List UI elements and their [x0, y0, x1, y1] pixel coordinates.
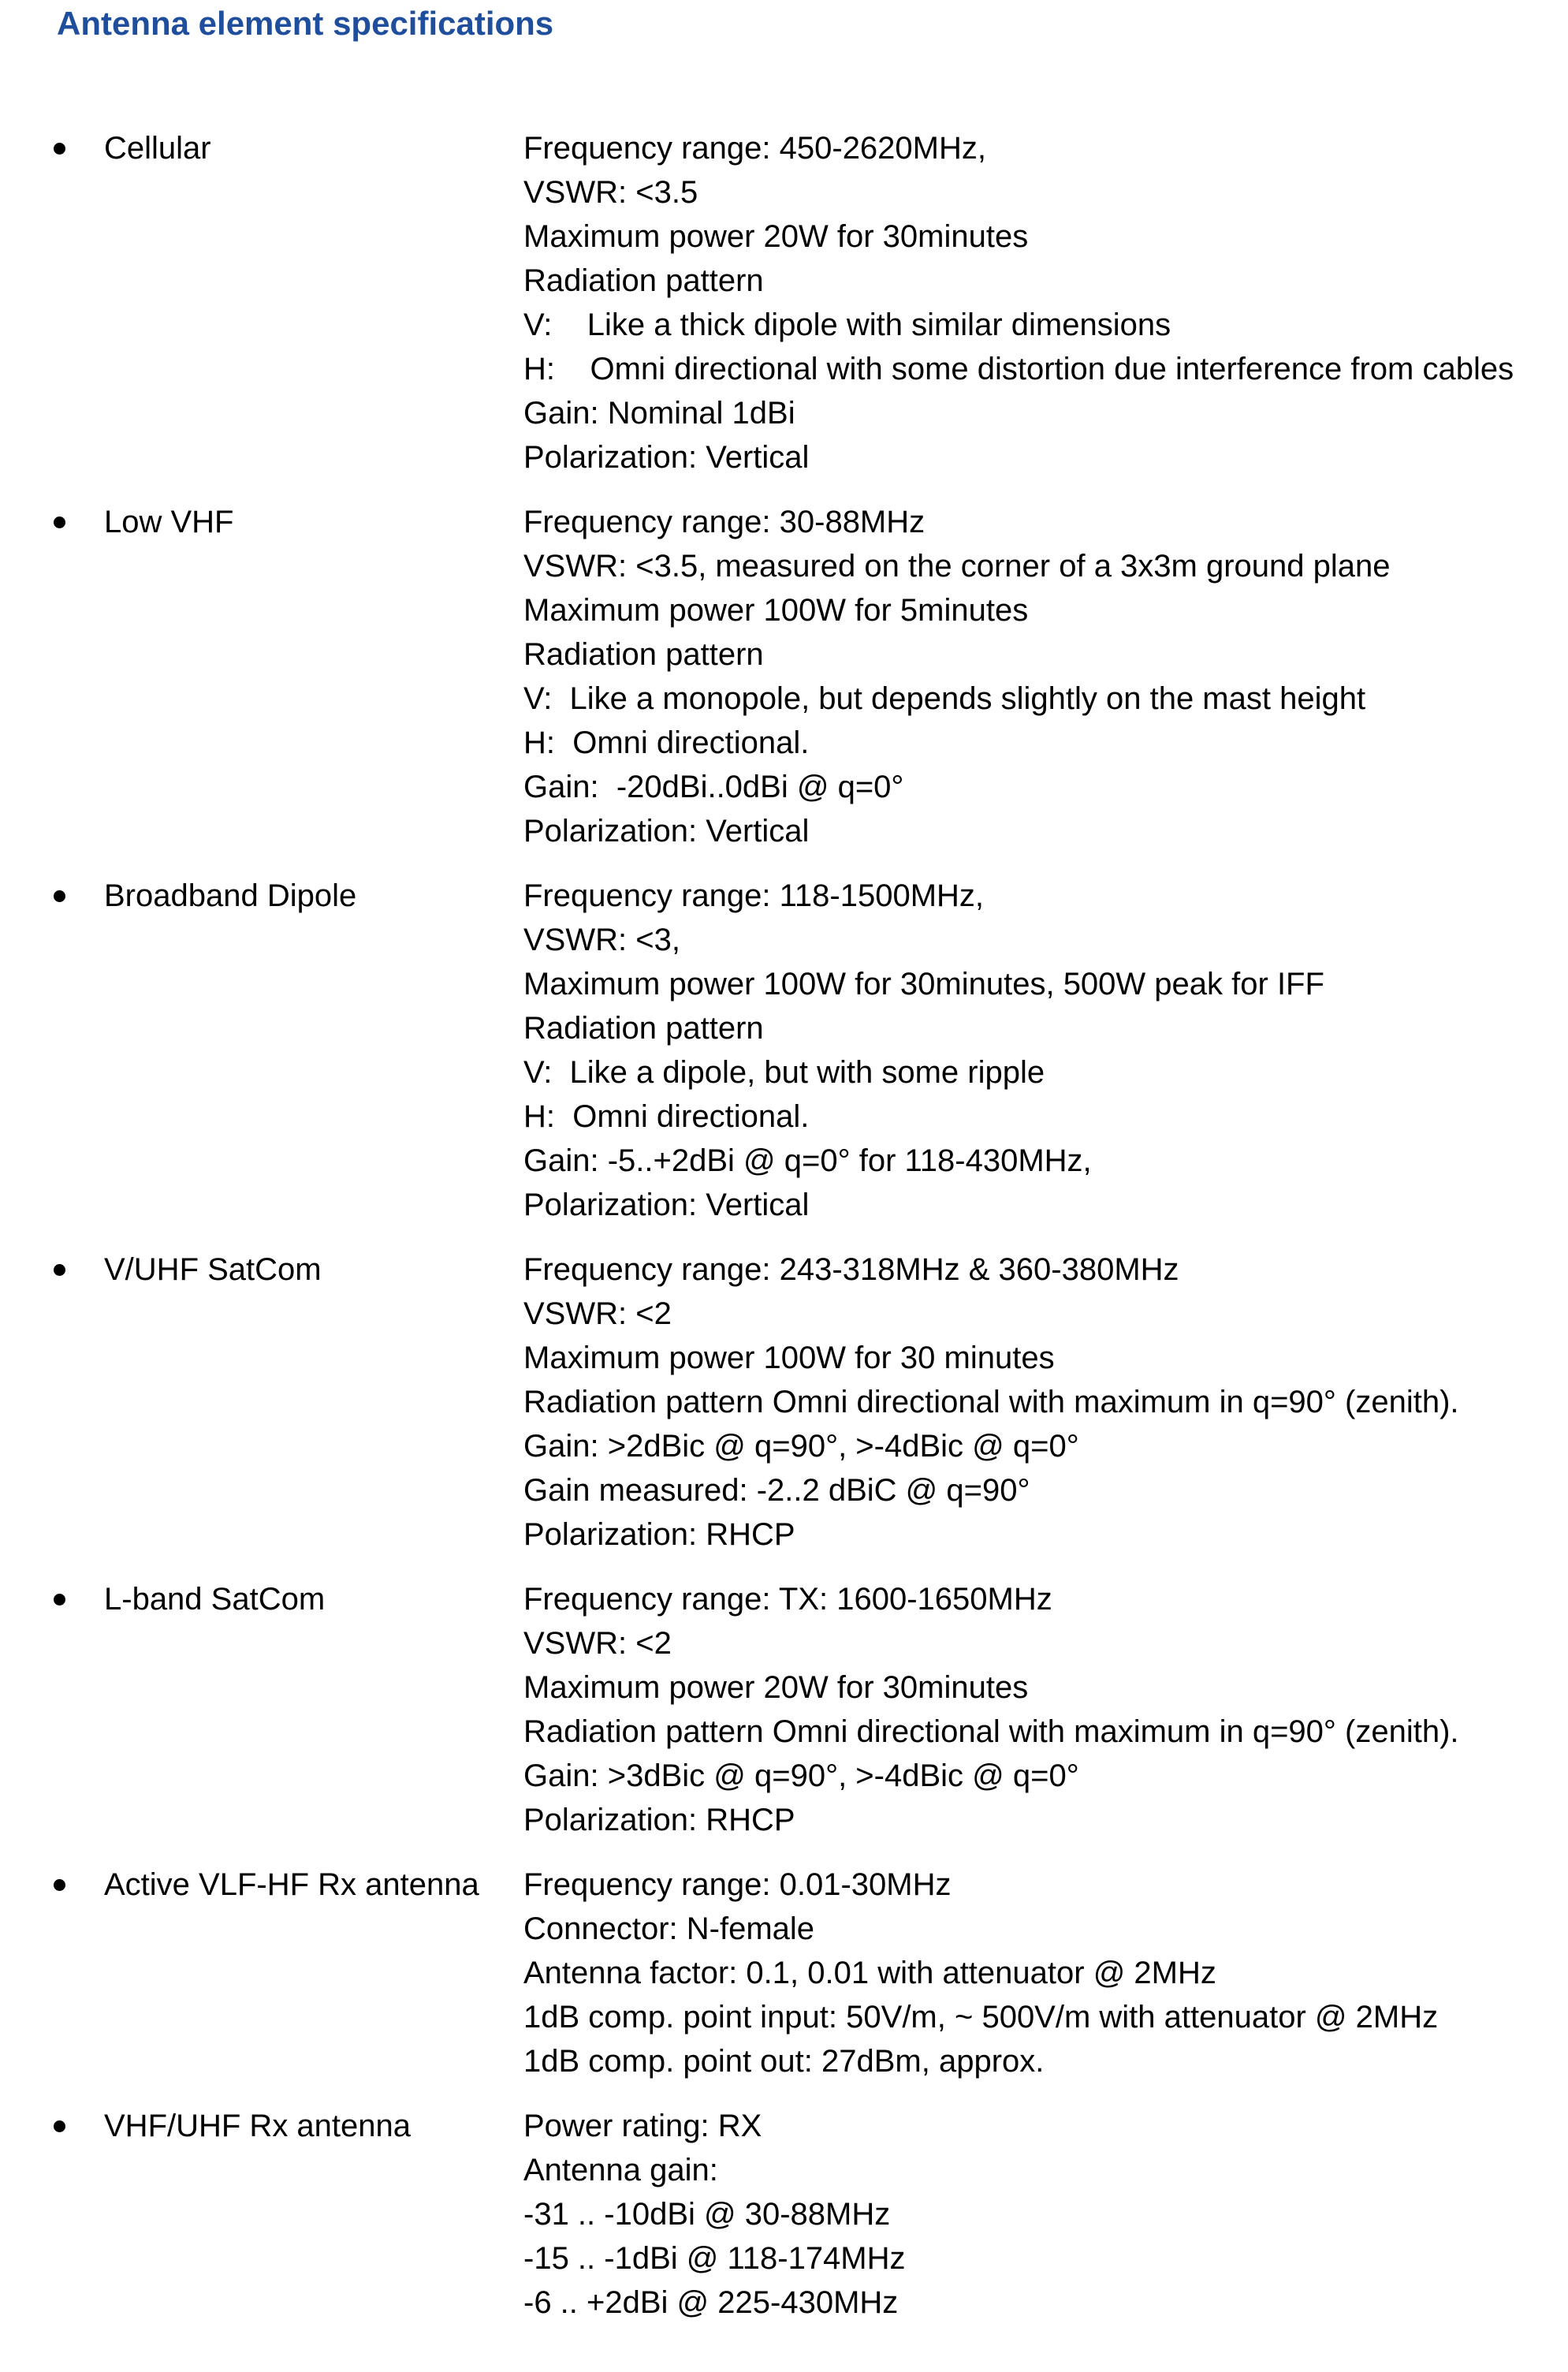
antenna-spec-list [0, 126, 1568, 2345]
spec-item-details [523, 2104, 1517, 2325]
spec-detail-line: Gain: >2dBic @ q=90°, >-4dBic @ q=0° [523, 1429, 1079, 1464]
spec-item-name: Broadband Dipole [104, 878, 357, 913]
bullet-dot-icon [54, 1594, 65, 1606]
spec-detail-line: Antenna gain: [523, 2153, 718, 2187]
spec-item-name: VHF/UHF Rx antenna [104, 2109, 412, 2143]
spec-detail-line: Frequency range: 30-88MHz [523, 505, 926, 539]
spec-detail-line: Polarization: Vertical [523, 440, 810, 475]
spec-detail-line: Polarization: Vertical [523, 814, 810, 848]
spec-item [0, 1863, 1568, 2083]
spec-detail-line: Antenna factor: 0.1, 0.01 with attenuator @ 2MHz [523, 1956, 1216, 1990]
spec-item-details [523, 1577, 1517, 1842]
spec-detail-line: VSWR: <3.5 [523, 175, 698, 210]
spec-detail-line: Gain: -5..+2dBi @ q=0° for 118-430MHz, [523, 1143, 1092, 1178]
spec-detail-line: 1dB comp. point input: 50V/m, ~ 500V/m with attenuator @ 2MHz [523, 2000, 1439, 2034]
spec-detail-line: H: Omni directional with some distortion due interference from cables [523, 352, 1514, 386]
spec-item-name: Low VHF [104, 505, 234, 539]
spec-detail-line: Gain: Nominal 1dBi [523, 396, 795, 431]
spec-detail-line: Polarization: RHCP [523, 1517, 795, 1552]
spec-item-name: Active VLF-HF Rx antenna [104, 1867, 479, 1902]
bullet-marker [0, 2104, 104, 2148]
bullet-marker [0, 1577, 104, 1621]
bullet-dot-icon [54, 890, 65, 902]
bullet-dot-icon [54, 1879, 65, 1891]
spec-detail-line: Radiation pattern Omni directional with maximum in q=90° (zenith). [523, 1385, 1459, 1419]
spec-item-name: Cellular [104, 131, 211, 166]
spec-detail-line: Maximum power 100W for 30 minutes [523, 1341, 1055, 1375]
spec-item-details [523, 1863, 1517, 2083]
spec-detail-line: 1dB comp. point out: 27dBm, approx. [523, 2044, 1045, 2079]
spec-detail-line: Polarization: Vertical [523, 1188, 810, 1222]
spec-detail-line: -31 .. -10dBi @ 30-88MHz [523, 2197, 891, 2232]
spec-item [0, 1577, 1568, 1842]
bullet-marker [0, 500, 104, 544]
spec-item-details [523, 874, 1517, 1227]
spec-detail-line: Frequency range: 0.01-30MHz [523, 1867, 952, 1902]
spec-detail-line: Radiation pattern Omni directional with maximum in q=90° (zenith). [523, 1714, 1459, 1749]
spec-detail-line: -15 .. -1dBi @ 118-174MHz [523, 2241, 906, 2276]
bullet-dot-icon [54, 517, 65, 528]
document-title: Antenna element specifications [57, 5, 554, 42]
spec-item [0, 126, 1568, 479]
spec-detail-line: V: Like a thick dipole with similar dimensions [523, 308, 1171, 342]
spec-detail-line: Gain: >3dBic @ q=90°, >-4dBic @ q=0° [523, 1758, 1079, 1793]
spec-detail-line: VSWR: <2 [523, 1296, 672, 1331]
spec-detail-line: Frequency range: 450-2620MHz, [523, 131, 986, 166]
spec-detail-line: Maximum power 20W for 30minutes [523, 219, 1029, 254]
spec-detail-line: Maximum power 100W for 5minutes [523, 593, 1029, 628]
spec-item-details [523, 1248, 1517, 1557]
spec-detail-line: H: Omni directional. [523, 1099, 810, 1134]
spec-detail-line: Radiation pattern [523, 263, 764, 298]
spec-item [0, 1248, 1568, 1557]
spec-item [0, 874, 1568, 1227]
spec-detail-line: -6 .. +2dBi @ 225-430MHz [523, 2285, 899, 2320]
bullet-dot-icon [54, 2120, 65, 2132]
spec-detail-line: Gain measured: -2..2 dBiC @ q=90° [523, 1473, 1030, 1508]
spec-detail-line: V: Like a dipole, but with some ripple [523, 1055, 1045, 1090]
spec-item-details [523, 500, 1517, 853]
spec-detail-line: Gain: -20dBi..0dBi @ q=0° [523, 770, 904, 804]
spec-detail-line: V: Like a monopole, but depends slightly on the mast height [523, 681, 1366, 716]
spec-detail-line: Radiation pattern [523, 637, 764, 672]
spec-detail-line: Power rating: RX [523, 2109, 762, 2143]
spec-item [0, 2104, 1568, 2325]
spec-item-details [523, 126, 1517, 479]
bullet-marker [0, 1248, 104, 1292]
spec-detail-line: VSWR: <3.5, measured on the corner of a 3x3m ground plane [523, 549, 1391, 584]
spec-detail-line: VSWR: <3, [523, 923, 680, 957]
spec-item-name: L-band SatCom [104, 1582, 326, 1617]
spec-detail-line: VSWR: <2 [523, 1626, 672, 1661]
spec-detail-line: Frequency range: TX: 1600-1650MHz [523, 1582, 1052, 1617]
bullet-marker [0, 1863, 104, 1907]
spec-item [0, 500, 1568, 853]
bullet-marker [0, 874, 104, 918]
spec-detail-line: H: Omni directional. [523, 725, 810, 760]
bullet-dot-icon [54, 1264, 65, 1276]
spec-detail-line: Frequency range: 118-1500MHz, [523, 878, 985, 913]
spec-detail-line: Maximum power 20W for 30minutes [523, 1670, 1029, 1705]
spec-detail-line: Polarization: RHCP [523, 1803, 795, 1837]
spec-detail-line: Radiation pattern [523, 1011, 764, 1046]
bullet-dot-icon [54, 143, 65, 155]
spec-detail-line: Maximum power 100W for 30minutes, 500W peak for IFF [523, 967, 1324, 1001]
bullet-marker [0, 126, 104, 170]
spec-detail-line: Frequency range: 243-318MHz & 360-380MHz [523, 1252, 1179, 1287]
spec-detail-line: Connector: N-female [523, 1911, 815, 1946]
spec-item-name: V/UHF SatCom [104, 1252, 322, 1287]
